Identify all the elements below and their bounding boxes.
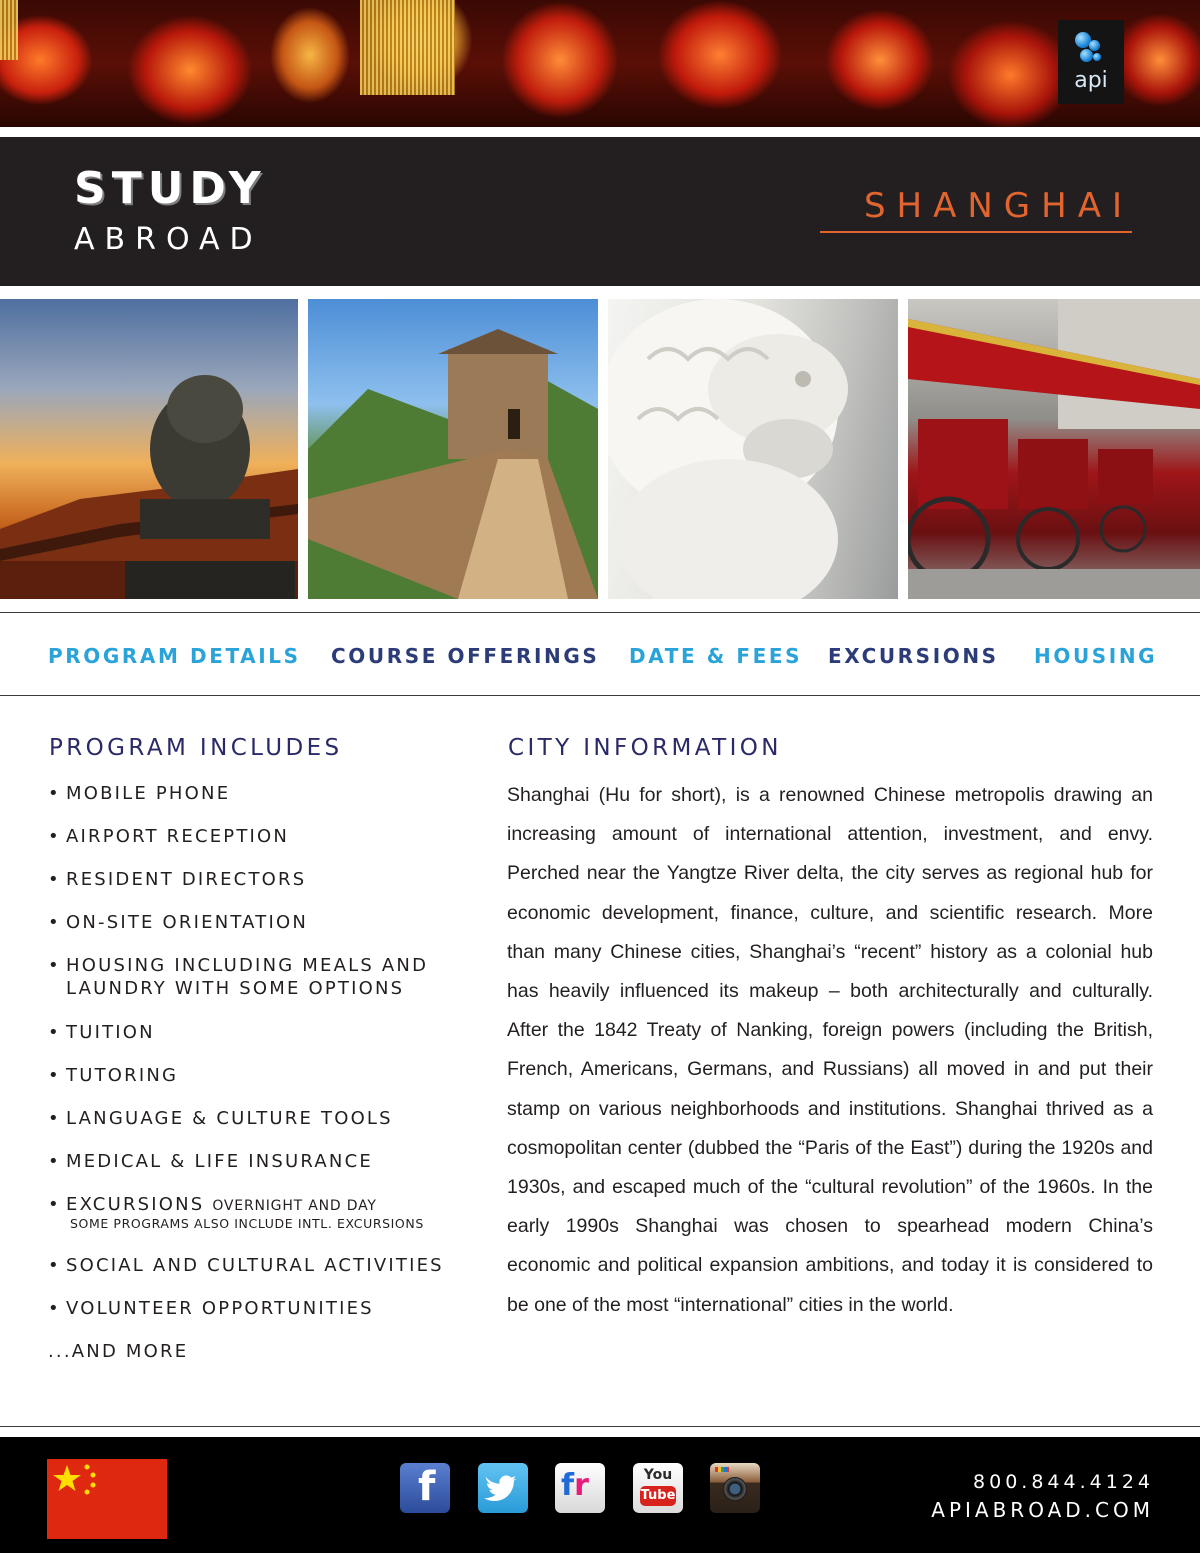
footer xyxy=(0,1437,1200,1553)
list-item-sublabel: OVERNIGHT AND DAY xyxy=(212,1198,377,1214)
list-item-label: ON-SITE ORIENTATION xyxy=(66,912,309,933)
list-item-note: SOME PROGRAMS ALSO INCLUDE INTL. EXCURSIONS xyxy=(70,1216,424,1231)
instagram-stripe xyxy=(715,1467,729,1472)
bullet: • xyxy=(48,1022,61,1043)
list-item-label: HOUSING INCLUDING MEALS AND xyxy=(66,955,429,976)
lantern-tassel xyxy=(0,0,18,60)
api-bubble xyxy=(1080,49,1093,62)
rickshaws-illustration xyxy=(908,299,1200,599)
twitter-icon[interactable] xyxy=(478,1463,528,1513)
flickr-icon[interactable] xyxy=(555,1463,605,1513)
twitter-bird-icon xyxy=(478,1463,528,1513)
youtube-tube: Tube xyxy=(640,1486,676,1506)
footer-divider xyxy=(0,1426,1200,1427)
white-lion-statue-photo xyxy=(608,299,898,599)
city-information-heading: CITY INFORMATION xyxy=(508,735,782,761)
lanterns-banner-photo xyxy=(0,0,1200,127)
nav-housing[interactable]: HOUSING xyxy=(1034,644,1158,668)
bullet: • xyxy=(48,1194,61,1215)
flickr-f: f xyxy=(561,1468,575,1503)
bullet: • xyxy=(48,783,61,804)
list-item-label: SOCIAL AND CULTURAL ACTIVITIES xyxy=(66,1255,444,1276)
bullet: • xyxy=(48,1108,61,1129)
list-item xyxy=(48,1150,373,1173)
city-underline xyxy=(820,231,1132,233)
program-includes-heading: PROGRAM INCLUDES xyxy=(49,735,343,761)
china-flag-icon xyxy=(47,1459,167,1539)
list-item xyxy=(48,868,306,891)
bullet: • xyxy=(48,955,61,976)
bullet: • xyxy=(48,912,61,933)
nav-date-fees[interactable]: DATE & FEES xyxy=(629,644,803,668)
rickshaws-photo xyxy=(908,299,1200,599)
youtube-you: You xyxy=(643,1467,673,1483)
guardian-lion-palace-photo xyxy=(0,299,298,599)
bullet: • xyxy=(48,826,61,847)
nav-excursions[interactable]: EXCURSIONS xyxy=(828,644,999,668)
guardian-lion-illustration xyxy=(0,299,298,599)
facebook-icon[interactable] xyxy=(400,1463,450,1513)
list-item xyxy=(48,782,230,805)
flickr-glyph xyxy=(561,1468,589,1503)
website-link[interactable]: APIABROAD.COM xyxy=(931,1498,1154,1522)
great-wall-photo xyxy=(308,299,598,599)
great-wall-illustration xyxy=(308,299,598,599)
list-item xyxy=(48,954,428,1000)
and-more-label: ...AND MORE xyxy=(48,1341,189,1362)
bullet: • xyxy=(48,1255,61,1276)
api-bubble xyxy=(1089,40,1100,51)
list-item-label-continued: LAUNDRY WITH SOME OPTIONS xyxy=(66,978,405,999)
list-item-label: TUITION xyxy=(66,1022,155,1043)
list-item-label: MOBILE PHONE xyxy=(66,783,231,804)
list-item-label: MEDICAL & LIFE INSURANCE xyxy=(66,1151,373,1172)
flickr-r: r xyxy=(574,1468,589,1503)
list-item-label: LANGUAGE & CULTURE TOOLS xyxy=(66,1108,393,1129)
bullet: • xyxy=(48,869,61,890)
lantern-tassel xyxy=(360,0,455,95)
list-item xyxy=(48,911,308,934)
list-item xyxy=(48,1297,374,1320)
abroad-title: ABROAD xyxy=(74,222,263,257)
list-item xyxy=(48,825,289,848)
nav-program-details[interactable]: PROGRAM DETAILS xyxy=(48,644,301,668)
list-item-label: AIRPORT RECEPTION xyxy=(66,826,290,847)
phone-number[interactable]: 800.844.4124 xyxy=(973,1471,1154,1493)
nav-top-divider xyxy=(0,612,1200,613)
city-information-body: Shanghai (Hu for short), is a renowned Chinese metropolis drawing an increasing amount of international attention, investment, and envy. Perched near the Yangtze River delta, the city serves as regional hub for economic development, finance, culture, and scientific research. More than many Chinese cities, Shanghai’s “recent” history as a colonial hub has heavily influenced its makeup – both architecturally and culturally. After the 1842 Treaty of Nanking, foreign powers (including the British, French, Americans, Germans, and Russians) all moved in and put their stamp on various neighborhoods and institutions. Shanghai thrived as a cosmopolitan center (dubbed the “Paris of the East”) during the 1920s and 1930s, and escaped much of the “cultural revolution” of the 1960s. In the early 1990s Shanghai was chosen to spearhead modern China’s economic and political expansion ambitions, and today it is considered to be one of the most “international” cities in the world. xyxy=(507,784,1153,1316)
instagram-icon[interactable] xyxy=(710,1463,760,1513)
list-item-label: EXCURSIONS xyxy=(66,1194,205,1215)
city-title: SHANGHAI xyxy=(863,186,1133,226)
bullet: • xyxy=(48,1298,61,1319)
instagram-lens xyxy=(723,1477,747,1501)
nav-course-offerings[interactable]: COURSE OFFERINGS xyxy=(331,644,600,668)
api-logo[interactable] xyxy=(1058,20,1124,104)
white-lion-illustration xyxy=(608,299,898,599)
nav-bottom-divider xyxy=(0,695,1200,696)
api-bubble xyxy=(1093,53,1101,61)
bullet: • xyxy=(48,1151,61,1172)
list-item xyxy=(48,1193,377,1218)
title-band xyxy=(0,137,1200,286)
list-item xyxy=(48,1021,155,1044)
bullet: • xyxy=(48,1065,61,1086)
list-item xyxy=(48,1107,393,1130)
study-title: STUDY xyxy=(74,163,267,214)
youtube-icon[interactable] xyxy=(633,1463,683,1513)
list-item xyxy=(48,1064,178,1087)
api-logo-text: api xyxy=(1074,68,1108,93)
facebook-glyph: f xyxy=(418,1464,436,1510)
list-item-label: RESIDENT DIRECTORS xyxy=(66,869,307,890)
list-item xyxy=(48,1254,444,1277)
list-item-label: VOLUNTEER OPPORTUNITIES xyxy=(66,1298,374,1319)
list-item-label: TUTORING xyxy=(66,1065,179,1086)
china-flag-stars xyxy=(47,1459,167,1539)
